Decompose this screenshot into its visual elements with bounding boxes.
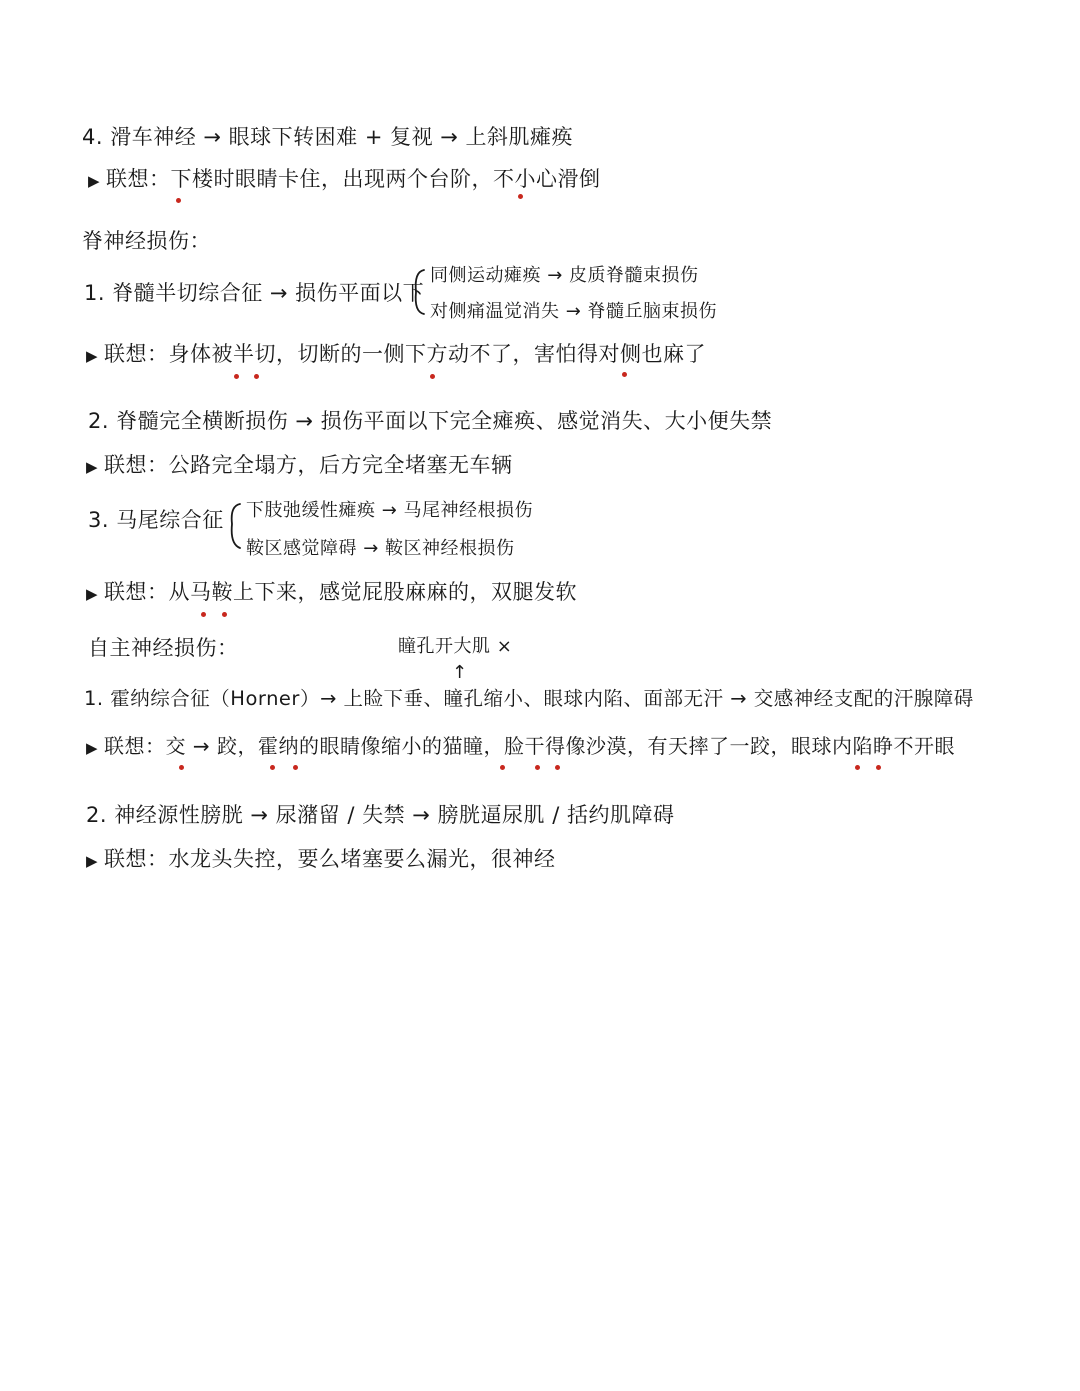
spinal-heading: 脊神经损伤： — [82, 229, 211, 253]
emphasis-dot — [234, 374, 239, 379]
neurogenic-bladder-line: 2. 神经源性膀胱 → 尿潴留 / 失禁 → 膀胱逼尿肌 / 括约肌障碍 — [86, 803, 675, 827]
cauda-equina-branch-1: 下肢弛缓性瘫痪 → 马尾神经根损伤 — [246, 500, 534, 521]
brown-sequard-association — [86, 341, 706, 369]
emphasis-dot — [518, 194, 523, 199]
association-text: 联想：交 → 跤，霍纳的眼睛像缩小的猫瞳，脸干得像沙漠，有天摔了一跤，眼球内陷睁不开眼 — [104, 734, 956, 758]
bullet-triangle-icon: ▶ — [86, 458, 99, 476]
complete-transection-association — [86, 452, 513, 480]
emphasis-dot — [876, 765, 881, 770]
bullet-triangle-icon: ▶ — [88, 172, 101, 190]
horner-association — [86, 733, 955, 761]
association-text: 联想：公路完全塌方，后方完全堵塞无车辆 — [104, 453, 513, 477]
emphasis-dot — [254, 374, 259, 379]
neurogenic-bladder-association — [86, 846, 556, 874]
emphasis-dot — [270, 765, 275, 770]
horner-syndrome-line: 1. 霍纳综合征（Horner）→ 上睑下垂、瞳孔缩小、眼球内陷、面部无汗 → 交感神经支配的汗腺障碍 — [84, 687, 974, 710]
bullet-triangle-icon: ▶ — [86, 347, 99, 365]
emphasis-dot — [855, 765, 860, 770]
autonomic-heading: 自主神经损伤： — [88, 636, 239, 660]
bullet-triangle-icon: ▶ — [86, 852, 99, 870]
emphasis-dot — [622, 372, 627, 377]
emphasis-dot — [222, 612, 227, 617]
association-text: 联想：下楼时眼睛卡住，出现两个台阶，不小心滑倒 — [106, 167, 601, 191]
emphasis-dot — [176, 198, 181, 203]
association-text: 联想：身体被半切，切断的一侧下方动不了，害怕得对侧也麻了 — [104, 342, 707, 366]
brown-sequard-branch-1: 同侧运动瘫痪 → 皮质脊髓束损伤 — [430, 265, 699, 286]
emphasis-dot — [535, 765, 540, 770]
association-text: 联想：从马鞍上下来，感觉屁股麻麻的，双腿发软 — [104, 580, 578, 604]
cauda-equina-branch-2: 鞍区感觉障碍 → 鞍区神经根损伤 — [246, 538, 515, 559]
branch-brace-icon — [410, 266, 430, 318]
cauda-equina-title: 3. 马尾综合征 — [88, 508, 224, 532]
association-text: 联想：水龙头失控，要么堵塞要么漏光，很神经 — [104, 847, 556, 871]
emphasis-dot — [430, 374, 435, 379]
emphasis-dot — [555, 765, 560, 770]
horner-note: 瞳孔开大肌 × — [398, 636, 513, 657]
emphasis-dot — [293, 765, 298, 770]
trochlear-nerve-line: 4. 滑车神经 → 眼球下转困难 + 复视 → 上斜肌瘫痪 — [82, 125, 574, 149]
emphasis-dot — [179, 765, 184, 770]
complete-transection-line: 2. 脊髓完全横断损伤 → 损伤平面以下完全瘫痪、感觉消失、大小便失禁 — [88, 409, 773, 433]
bullet-triangle-icon: ▶ — [86, 585, 99, 603]
brown-sequard-branch-2: 对侧痛温觉消失 → 脊髓丘脑束损伤 — [430, 301, 718, 322]
trochlear-association — [88, 166, 601, 194]
emphasis-dot — [500, 765, 505, 770]
cauda-equina-association — [86, 579, 577, 607]
bullet-triangle-icon: ▶ — [86, 739, 99, 757]
emphasis-dot — [201, 612, 206, 617]
brown-sequard-title: 1. 脊髓半切综合征 → 损伤平面以下 — [84, 281, 425, 305]
branch-brace-icon — [226, 500, 246, 552]
up-arrow-icon: ↑ — [452, 662, 468, 683]
